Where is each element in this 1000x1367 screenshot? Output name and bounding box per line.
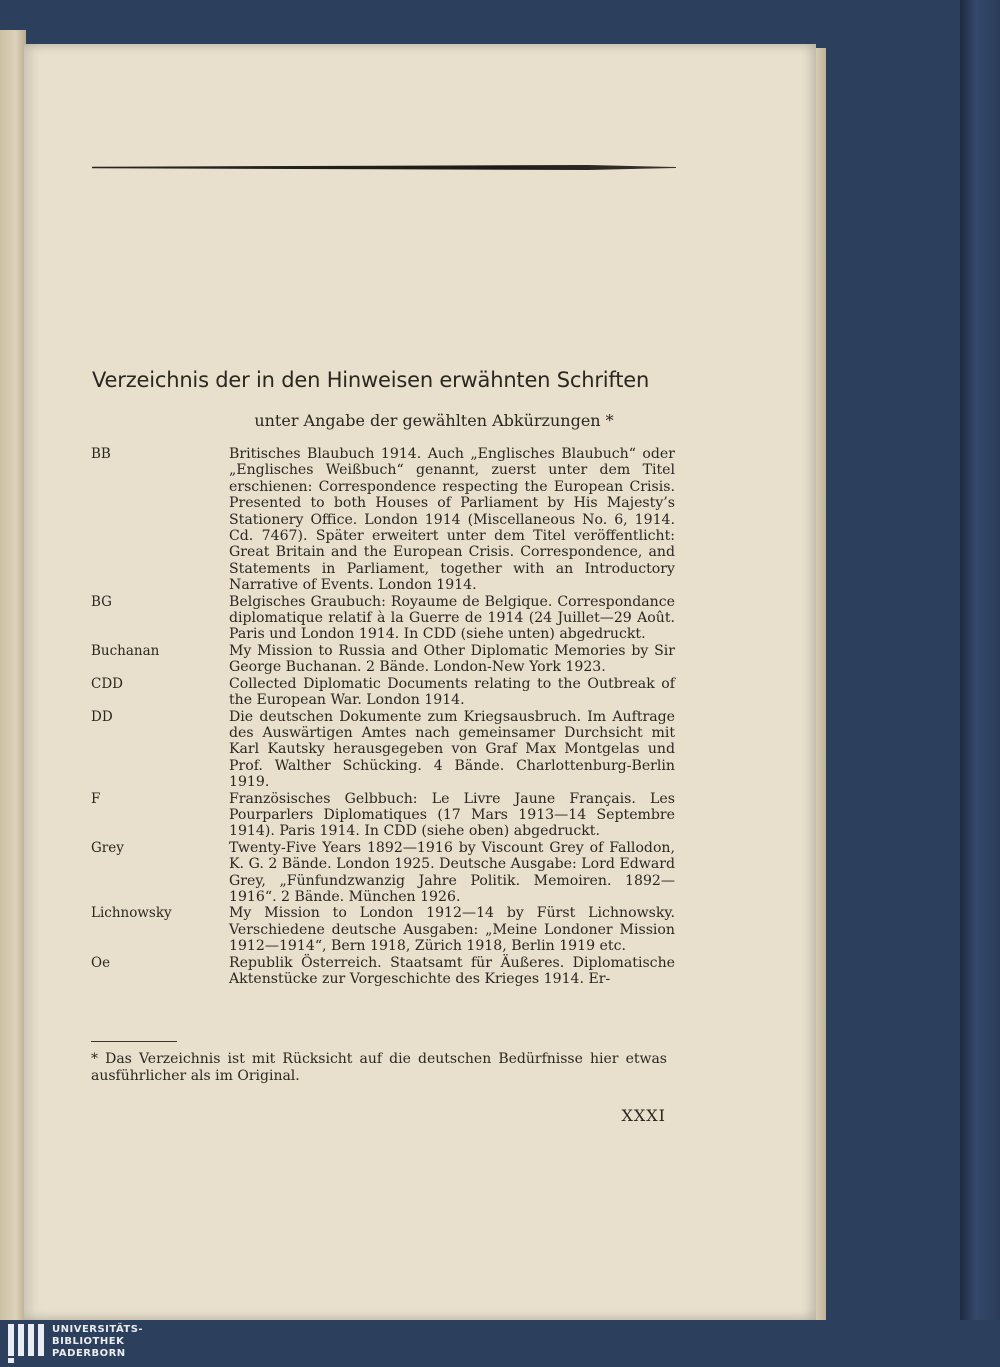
entry-abbreviation: BB [91,446,111,462]
entry-abbreviation: DD [91,708,113,725]
entry-description: Belgisches Graubuch: Royaume de Belgique. Correspondance diplomatique relatif à la Guerre de 1914 (24 Juillet—29 Août. Paris und London 1914. In CDD (siehe unten) abgedruckt. [229,593,675,643]
library-footer-bar [0,1320,1000,1367]
book-cover-edge [960,0,1000,1320]
list-item [91,791,675,840]
entry-description: Republik Österreich. Staatsamt für Äußeres. Diplomatische Aktenstücke zur Vorgeschichte des Krieges 1914. Er- [229,954,675,987]
list-item [91,643,675,676]
abbreviation-list [91,446,675,987]
page-title: Verzeichnis der in den Hinweisen erwähnten Schriften [92,368,650,392]
entry-abbreviation: Lichnowsky [91,905,172,922]
page-number: XXXI [621,1106,666,1125]
entry-abbreviation: Grey [91,839,124,856]
previous-page-edge [0,30,26,1320]
library-logo-icon [6,1322,46,1364]
footnote: * Das Verzeichnis ist mit Rücksicht auf die deutschen Bedürfnisse hier etwas ausführlicher als im Original. [91,1051,667,1084]
entry-description: Twenty-Five Years 1892—1916 by Viscount Grey of Fallodon, K. G. 2 Bände. London 1925. Deutsche Ausgabe: Lord Edward Grey, „Fünfundzwanzig Jahre Politik. Memoiren. 1892—1916“. 2 Bände. München 1926. [229,839,675,905]
list-item [91,905,675,954]
list-item [91,676,675,709]
entry-description: My Mission to Russia and Other Diplomatic Memories by Sir George Buchanan. 2 Bände. London-New York 1923. [229,642,675,676]
entry-abbreviation: F [91,790,101,807]
library-logo-line: UNIVERSITÄTS- [52,1324,144,1335]
page-stack-edge [816,48,826,1320]
entry-abbreviation: CDD [91,675,123,692]
entry-description: Die deutschen Dokumente zum Kriegsausbruch. Im Auftrage des Auswärtigen Amtes nach gemeinsamer Durchsicht mit Karl Kautsky herausgegeben von Graf Max Montgelas und Prof. Walther Schücking. 4 Bände. Charlottenburg-Berlin 1919. [229,708,675,791]
entry-abbreviation: BG [91,593,112,610]
list-item [91,709,675,791]
entry-description: My Mission to London 1912—14 by Fürst Lichnowsky. Verschiedene deutsche Ausgaben: „Meine Londoner Mission 1912—1914“, Bern 1918, Zürich 1918, Berlin 1919 etc. [229,905,675,955]
entry-description: Collected Diplomatic Documents relating to the Outbreak of the European War. London 1914. [229,675,675,709]
list-item [91,594,675,643]
list-item [91,446,675,594]
library-logo-text [52,1324,143,1360]
library-logo-line: BIBLIOTHEK [52,1336,125,1347]
entry-description: Britisches Blaubuch 1914. Auch „Englisches Blaubuch“ oder „Englisches Weißbuch“ genannt, zuerst unter dem Titel erschienen: Correspondence respecting the European Crisis. Presented to both Houses of Parliament by His Majesty’s Stationery Office. London 1914 (Miscellaneous No. 6, 1914. Cd. 7467). Später erweitert unter dem Titel veröffentlicht: Great Britain and the European Crisis. Correspondence, and Statements in Parliament, together with an Introductory Narrative of Events. London 1914. [229,446,675,594]
library-logo-line: PADERBORN [52,1348,126,1359]
footnote-divider [91,1041,177,1042]
list-item [91,955,675,988]
page-subtitle: unter Angabe der gewählten Abkürzungen * [254,411,614,430]
entry-description: Französisches Gelbbuch: Le Livre Jaune Français. Les Pourparlers Diplomatiques (17 Mars 1913—14 Septembre 1914). Paris 1914. In CDD (siehe oben) abgedruckt. [229,790,675,840]
list-item [91,840,675,906]
entry-abbreviation: Buchanan [91,642,160,659]
entry-abbreviation: Oe [91,954,111,971]
